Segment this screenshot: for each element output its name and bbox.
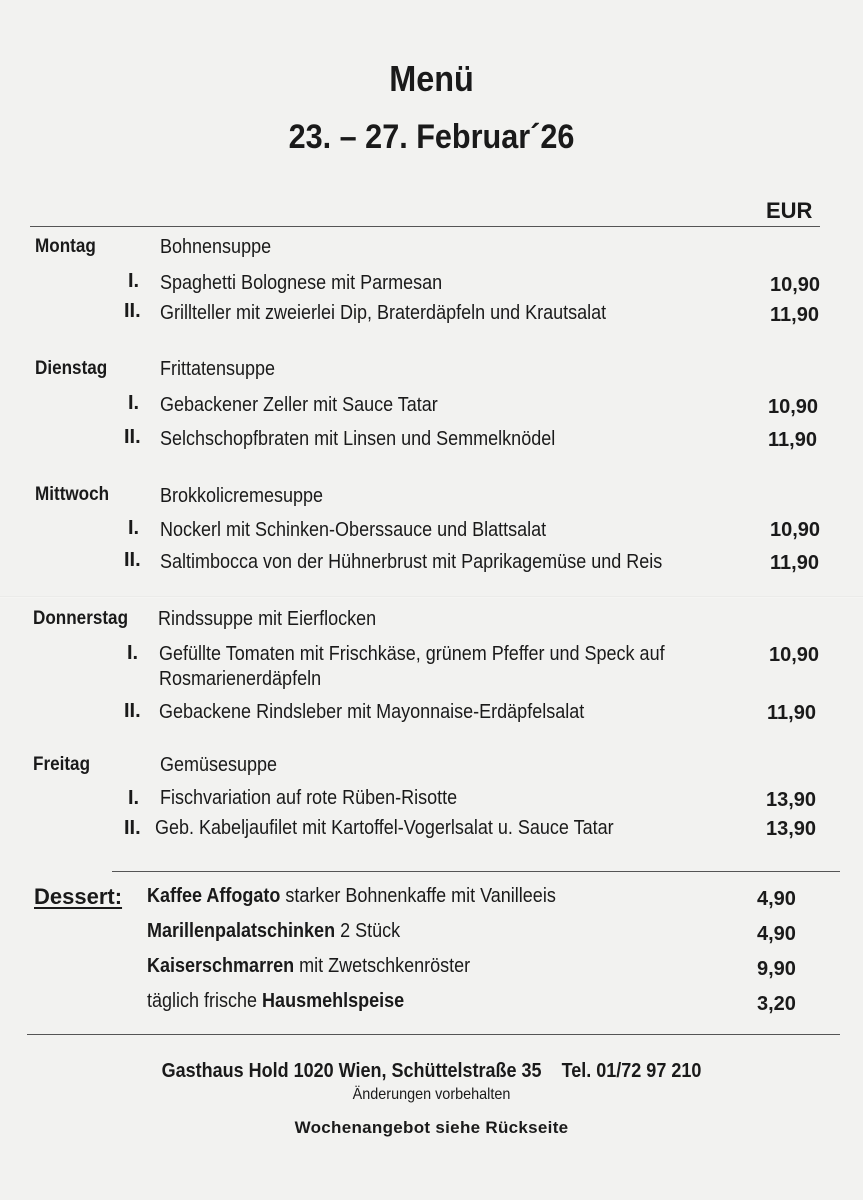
dish-price: 11,90 — [770, 552, 819, 574]
dessert-price: 3,20 — [757, 993, 796, 1015]
dish-price: 13,90 — [766, 818, 817, 840]
dessert-price: 9,90 — [757, 958, 796, 980]
dish-text: Geb. Kabeljaufilet mit Kartoffel-Vogerlsalat u. Sauce Tatar — [155, 817, 614, 839]
footer-divider — [27, 1034, 840, 1035]
dish-price: 10,90 — [770, 519, 821, 541]
soup-wednesday: Brokkolicremesuppe — [160, 485, 324, 507]
soup-monday: Bohnensuppe — [160, 236, 272, 258]
dish-number: II. — [124, 426, 141, 448]
dish-number: II. — [124, 700, 141, 722]
dish-number: I. — [128, 787, 140, 809]
dessert-divider — [112, 871, 840, 872]
dish-number: I. — [128, 517, 140, 539]
dish-text: Nockerl mit Schinken-Oberssauce und Blattsalat — [160, 519, 547, 541]
footer-note: Änderungen vorbehalten — [352, 1086, 511, 1103]
dessert-price: 4,90 — [757, 923, 796, 945]
date-range: 23. – 27. Februar´26 — [288, 118, 575, 156]
dish-text: Selchschopfbraten mit Linsen und Semmelknödel — [160, 428, 556, 450]
dish-text: Gefüllte Tomaten mit Frischkäse, grünem Pfeffer und Speck auf — [159, 643, 665, 665]
dessert-item: Kaffee Affogato starker Bohnenkaffe mit Vanilleeis — [147, 885, 556, 907]
dish-price: 10,90 — [770, 274, 821, 296]
footer-address: Gasthaus Hold 1020 Wien, Schüttelstraße 35 Tel. 01/72 97 210 — [161, 1060, 702, 1082]
day-name-monday: Montag — [35, 236, 96, 257]
dish-text: Spaghetti Bolognese mit Parmesan — [160, 272, 443, 294]
dessert-item: täglich frische Hausmehlspeise — [147, 990, 405, 1012]
dish-price: 11,90 — [767, 702, 816, 724]
dish-text: Gebackener Zeller mit Sauce Tatar — [160, 394, 438, 416]
dish-price: 11,90 — [768, 429, 817, 451]
dish-number: I. — [128, 392, 140, 414]
dish-price: 10,90 — [768, 396, 819, 418]
dish-price: 11,90 — [770, 304, 819, 326]
currency-label: EUR — [766, 198, 813, 223]
dish-price: 13,90 — [766, 789, 817, 811]
dessert-label: Dessert: — [34, 884, 123, 909]
day-name-friday: Freitag — [33, 754, 91, 775]
dish-text: Gebackene Rindsleber mit Mayonnaise-Erdäpfelsalat — [159, 701, 585, 723]
dish-number: II. — [124, 817, 141, 839]
dish-price: 10,90 — [769, 644, 820, 666]
soup-thursday: Rindssuppe mit Eierflocken — [158, 608, 377, 630]
soup-tuesday: Frittatensuppe — [160, 358, 276, 380]
dessert-price: 4,90 — [757, 888, 796, 910]
day-name-tuesday: Dienstag — [35, 358, 108, 379]
dish-text-continued: Rosmarienerdäpfeln — [159, 668, 322, 690]
dish-text: Saltimbocca von der Hühnerbrust mit Paprikagemüse und Reis — [160, 551, 663, 573]
page-title: Menü — [389, 58, 474, 99]
dish-number: I. — [128, 270, 140, 292]
footer-phone: Tel. 01/72 97 210 — [561, 1060, 702, 1082]
dish-text: Fischvariation auf rote Rüben-Risotte — [160, 787, 458, 809]
paper-fold — [0, 596, 863, 598]
header-divider — [30, 226, 820, 227]
dish-number: II. — [124, 300, 141, 322]
footer-offer: Wochenangebot siehe Rückseite — [294, 1118, 569, 1137]
dish-number: II. — [124, 549, 141, 571]
soup-friday: Gemüsesuppe — [160, 754, 278, 776]
dish-text: Grillteller mit zweierlei Dip, Braterdäpfeln und Krautsalat — [160, 302, 607, 324]
day-name-thursday: Donnerstag — [33, 608, 129, 629]
dessert-item: Kaiserschmarren mit Zwetschkenröster — [147, 955, 471, 977]
day-name-wednesday: Mittwoch — [35, 484, 110, 505]
dish-number: I. — [127, 642, 139, 664]
dessert-item: Marillenpalatschinken 2 Stück — [147, 920, 401, 942]
